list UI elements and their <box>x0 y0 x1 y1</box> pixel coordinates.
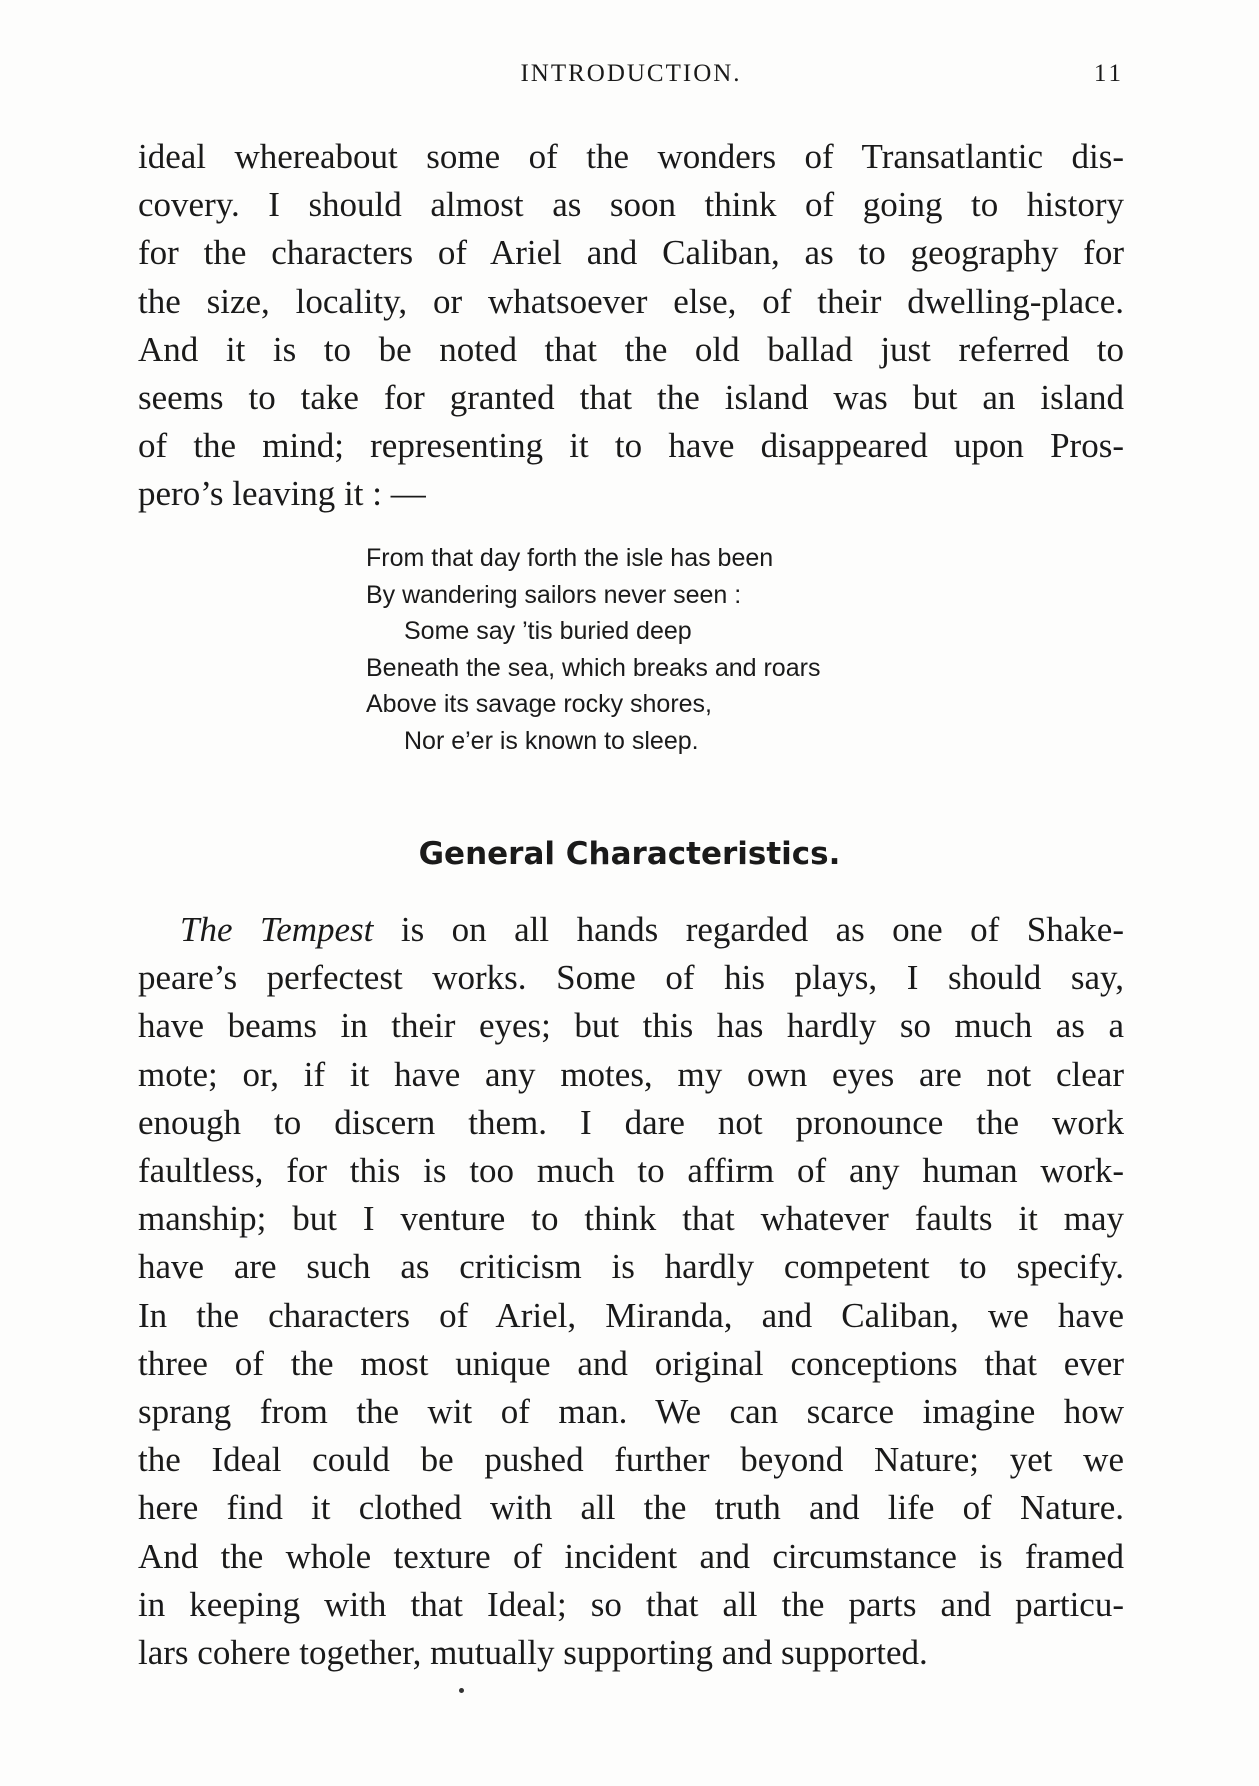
text-line: of the mind; representing it to have disappeared upon Pros- <box>138 426 1124 466</box>
text-line: the size, locality, or whatsoever else, of their dwelling-place. <box>138 281 1124 321</box>
verse-line: Above its savage rocky shores, <box>366 690 712 719</box>
text-fragment: is on all hands regarded as one of Shake- <box>373 910 1124 949</box>
verse-line: By wandering sailors never seen : <box>366 580 742 609</box>
text-line: have are such as criticism is hardly competent to specify. <box>138 1247 1124 1287</box>
paragraph-2 <box>138 906 1124 1677</box>
text-line: covery. I should almost as soon think of going to history <box>138 185 1124 225</box>
text-line: ideal whereabout some of the wonders of Transatlantic dis- <box>138 137 1124 176</box>
verse-line: Nor e’er is known to sleep. <box>404 726 699 755</box>
play-title: The Tempest <box>180 910 374 949</box>
paragraph-1 <box>138 133 1124 519</box>
text-line: And the whole texture of incident and circumstance is framed <box>138 1536 1124 1576</box>
text-line: pero’s leaving it : — <box>138 474 426 514</box>
page-number: 11 <box>1093 60 1124 87</box>
verse-quotation <box>366 540 966 760</box>
verse-line: Some say ’tis buried deep <box>404 617 692 646</box>
text-line: have beams in their eyes; but this has hardly so much as a <box>138 1006 1124 1046</box>
section-heading: General Characteristics. <box>418 836 841 872</box>
text-line: faultless, for this is too much to affirm of any human work- <box>138 1151 1124 1191</box>
text-line: mote; or, if it have any motes, my own eyes are not clear <box>138 1054 1124 1094</box>
text-line: three of the most unique and original conceptions that ever <box>138 1343 1124 1383</box>
text-line: lars cohere together, mutually supporting and supported. <box>138 1633 928 1673</box>
verse-line: Beneath the sea, which breaks and roars <box>366 653 821 682</box>
text-line: sprang from the wit of man. We can scarce imagine how <box>138 1392 1124 1432</box>
text-line: enough to discern them. I dare not pronounce the work <box>138 1102 1124 1142</box>
text-line: manship; but I venture to think that whatever faults it may <box>138 1199 1124 1239</box>
verse-line: From that day forth the isle has been <box>366 544 774 572</box>
text-line: And it is to be noted that the old ballad just referred to <box>138 329 1124 369</box>
text-line: the Ideal could be pushed further beyond Nature; yet we <box>138 1440 1124 1480</box>
print-speck <box>459 1688 464 1693</box>
text-line: peare’s perfectest works. Some of his plays, I should say, <box>138 958 1124 998</box>
text-line: seems to take for granted that the island was but an island <box>138 378 1124 418</box>
text-line: in keeping with that Ideal; so that all the parts and particu- <box>138 1584 1124 1624</box>
running-title: INTRODUCTION. <box>520 60 742 87</box>
text-line: here find it clothed with all the truth and life of Nature. <box>138 1488 1124 1528</box>
text-line: for the characters of Ariel and Caliban, as to geography for <box>138 233 1124 273</box>
text-line: In the characters of Ariel, Miranda, and Caliban, we have <box>138 1295 1124 1335</box>
running-head <box>138 60 1124 100</box>
text-line <box>138 906 1124 954</box>
